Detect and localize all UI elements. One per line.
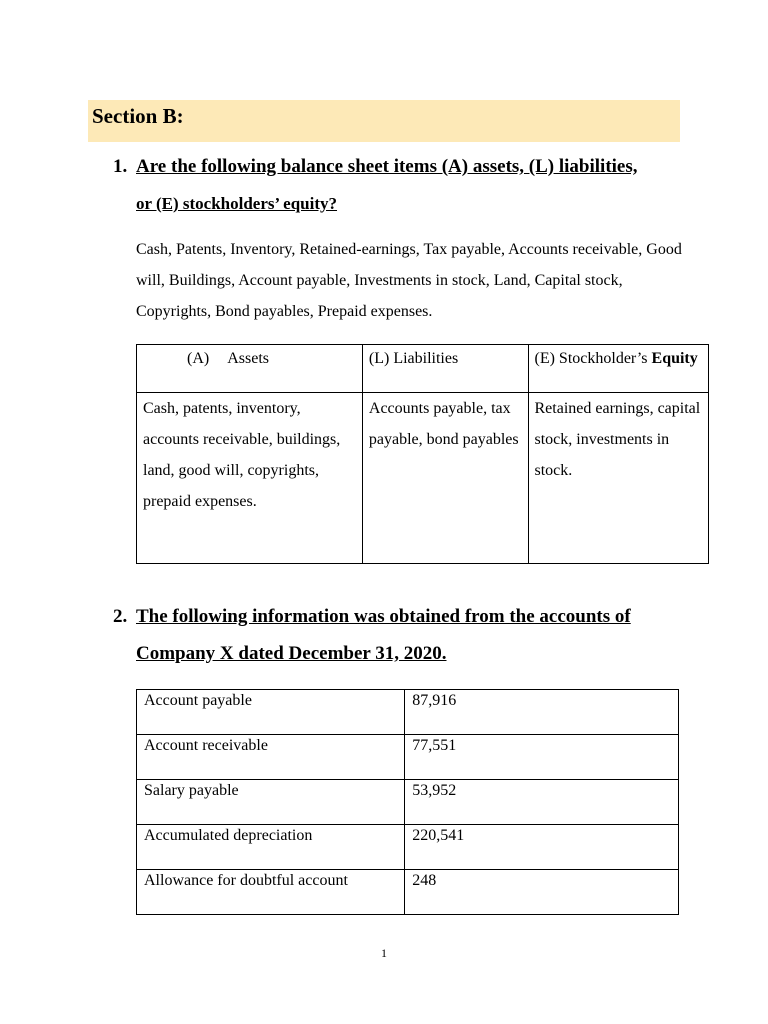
account-amount-cell: 77,551 [405,735,679,780]
account-name-cell: Accumulated depreciation [137,825,405,870]
table-row [137,870,679,915]
balance-sheet-items-paragraph: Cash, Patents, Inventory, Retained-earnings, Tax payable, Accounts receivable, Good will, Buildings, Account payable, Investments in stock, Land, Capital stock, Copyrights, Bond payables, Prepaid expenses. [136,241,682,320]
account-amount-cell: 220,541 [405,825,679,870]
question-1-heading-line-2: or (E) stockholders’ equity? [136,194,338,213]
equity-header-prefix: (E) Stockholder’s [534,350,652,367]
account-amount-cell: 87,916 [405,690,679,735]
question-1-number: 1. [113,156,128,177]
question-2-number: 2. [113,606,128,627]
table-row [137,825,679,870]
table-row [137,735,679,780]
equity-cell: Retained earnings, capital stock, investments in stock. [528,393,709,564]
table-row [137,690,679,735]
account-name-cell: Account payable [137,690,405,735]
question-2-heading-line-2: Company X dated December 31, 2020. [136,643,447,664]
liabilities-header: (L) Liabilities [362,345,528,393]
assets-header-label: Assets [227,350,269,367]
section-title: Section B: [92,104,184,128]
classification-table [136,344,709,564]
page-number: 1 [381,946,387,960]
question-2-heading-line-1: The following information was obtained from the accounts of [136,606,631,627]
question-1-heading-line-1: Are the following balance sheet items (A) assets, (L) liabilities, [136,156,638,177]
liabilities-cell: Accounts payable, tax payable, bond payables [362,393,528,564]
equity-header-word: Equity [651,350,698,367]
account-name-cell: Allowance for doubtful account [137,870,405,915]
account-amount-cell: 53,952 [405,780,679,825]
assets-header-letter: (A) [187,350,210,367]
table-row [137,780,679,825]
assets-header [137,345,363,393]
classification-table-row [137,393,709,564]
assets-cell: Cash, patents, inventory, accounts receivable, buildings, land, good will, copyrights, prepaid expenses. [137,393,363,564]
equity-header [528,345,709,393]
account-amount-cell: 248 [405,870,679,915]
account-name-cell: Account receivable [137,735,405,780]
account-name-cell: Salary payable [137,780,405,825]
accounts-table [136,689,679,915]
section-header [88,100,680,142]
classification-table-header-row [137,345,709,393]
